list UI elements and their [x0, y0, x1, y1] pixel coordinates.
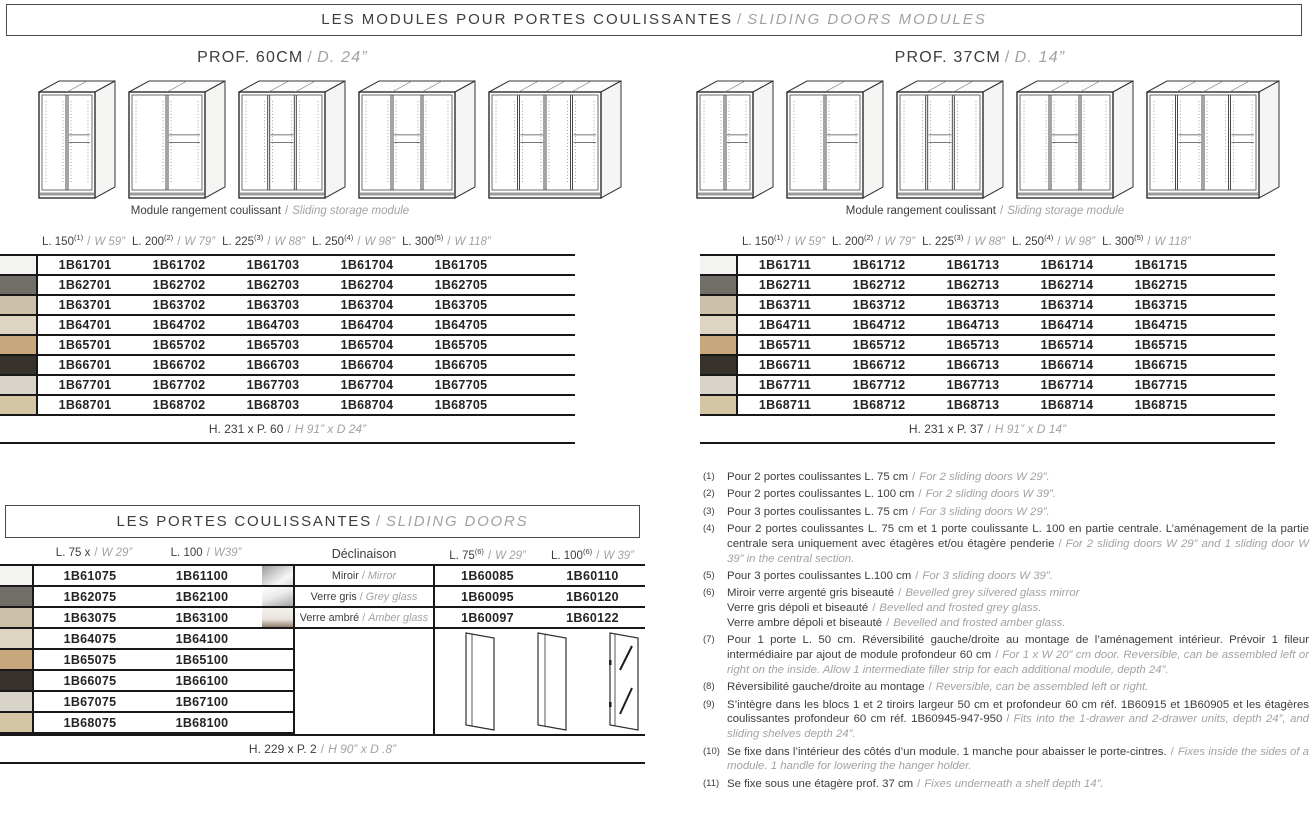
amber-glass-swatch [262, 608, 293, 629]
finish-swatch [0, 356, 38, 374]
ref-cell: 1B68100 [175, 715, 229, 730]
prof60-table-footer: H. 231 x P. 60 / H 91” x D 24” [0, 416, 575, 444]
ref-cell: 1B61711 [758, 258, 812, 272]
ref-cell: 1B67701 [58, 378, 112, 392]
empty-swatch-cell [262, 713, 293, 734]
caption-separator: / [1000, 205, 1004, 217]
ref-cell: 1B65100 [175, 652, 229, 667]
footnote: (10) Se fixe dans l’intérieur des côtés d’un module. 1 manche pour abaisser le porte-cintres. / Fixes inside the sides of a module. 1 handle for lowering the hanger holder. [703, 745, 1309, 773]
doors-section-title-bar [5, 505, 640, 538]
finish-swatch [0, 608, 34, 627]
footnote-line: Verre ambre dépoli et biseauté / Bevelled and frosted amber glass. [727, 616, 1066, 629]
ref-cell: 1B62712 [852, 278, 906, 292]
table-row [0, 296, 575, 316]
ref-cell: 1B62100 [175, 589, 229, 604]
finish-swatch [0, 629, 34, 648]
finish-swatch [700, 356, 738, 374]
prof37-caption-en: Sliding storage module [1007, 205, 1125, 217]
empty-swatch-cell [262, 650, 293, 671]
prof60-ref-table [0, 254, 575, 416]
grey-glass-swatch [262, 587, 293, 608]
table-row [0, 256, 575, 276]
ref-cell: 1B68704 [340, 398, 394, 412]
table-row [700, 316, 1275, 336]
ref-cell: 1B65714 [1040, 338, 1094, 352]
declinaison-label-column [295, 566, 435, 734]
column-header: L. 100 / W39” [170, 547, 242, 559]
column-header: L. 150$^{(1)}$ / W 59” [42, 233, 126, 248]
finish-swatch [0, 566, 34, 585]
table-row [0, 671, 262, 692]
ref-cell: 1B63714 [1040, 298, 1094, 312]
finish-swatch [700, 376, 738, 394]
empty-swatch-cell [262, 629, 293, 650]
ref-cell: 1B68711 [758, 398, 812, 412]
ref-cell: 1B61715 [1134, 258, 1188, 272]
ref-cell: 1B65703 [246, 338, 300, 352]
table-row [700, 276, 1275, 296]
doors-title-separator: / [375, 513, 382, 530]
door-illustrations [452, 630, 652, 734]
section-title-prof60 [0, 49, 565, 67]
ref-cell: 1B62711 [758, 278, 812, 292]
ref-cell: 1B67703 [246, 378, 300, 392]
prof37-ref-table [700, 254, 1275, 416]
page-title-bar [6, 4, 1302, 36]
ref-cell: 1B67100 [175, 694, 229, 709]
doors-title-fr: LES PORTES COULISSANTES [116, 513, 372, 530]
table-row [700, 356, 1275, 376]
ref-cell: 1B63702 [152, 298, 206, 312]
table-row [435, 608, 645, 629]
section-title-prof37-en: D. 14” [1014, 49, 1066, 66]
footnotes [703, 470, 1309, 794]
table-row [0, 629, 262, 650]
ref-cell: 1B63715 [1134, 298, 1188, 312]
table-row [0, 356, 575, 376]
ref-cell: 1B64701 [58, 318, 112, 332]
ref-cell: 1B64702 [152, 318, 206, 332]
finish-swatch [0, 692, 34, 711]
ref-cell: 1B67702 [152, 378, 206, 392]
ref-cell: 1B66714 [1040, 358, 1094, 372]
ref-cell: 1B62705 [434, 278, 488, 292]
ref-cell: 1B64715 [1134, 318, 1188, 332]
finish-swatch [0, 650, 34, 669]
ref-cell: 1B61703 [246, 258, 300, 272]
ref-cell: 1B63075 [63, 610, 117, 625]
finish-swatch [0, 396, 38, 414]
finish-swatch [0, 587, 34, 606]
ref-cell: 1B67714 [1040, 378, 1094, 392]
ref-cell: 1B67713 [946, 378, 1000, 392]
wardrobe-illustration [1016, 80, 1134, 204]
prof60-column-headers [0, 233, 575, 248]
page-title-fr: LES MODULES POUR PORTES COULISSANTES [321, 11, 734, 28]
mirror-swatch [262, 566, 293, 587]
ref-cell: 1B65712 [852, 338, 906, 352]
finish-swatch [0, 316, 38, 334]
table-row [0, 336, 575, 356]
ref-cell: 1B65702 [152, 338, 206, 352]
footnote: (11) Se fixe sous une étagère prof. 37 cm / Fixes underneath a shelf depth 14”. [703, 777, 1104, 790]
ref-cell: 1B66702 [152, 358, 206, 372]
prof60-caption [0, 205, 540, 217]
ref-cell: 1B65701 [58, 338, 112, 352]
title-separator: / [737, 11, 744, 28]
finish-swatch [0, 256, 38, 274]
table-row [700, 396, 1275, 416]
table-row [0, 396, 575, 416]
prof37-illustrations [700, 66, 1275, 204]
ref-cell: 1B67705 [434, 378, 488, 392]
wardrobe-illustration [358, 80, 476, 204]
table-row [0, 376, 575, 396]
ref-cell: 1B67711 [758, 378, 812, 392]
section-title-prof37-fr: PROF. 37CM [894, 49, 1001, 66]
ref-cell: 1B68715 [1134, 398, 1188, 412]
footnote: (3) Pour 3 portes coulissantes L. 75 cm / For 3 sliding doors W 29”. [703, 505, 1050, 518]
ref-cell: 1B60110 [566, 568, 619, 583]
door-size-column-headers [0, 547, 262, 559]
footnote: (1) Pour 2 portes coulissantes L. 75 cm / For 2 sliding doors W 29”. [703, 471, 1050, 483]
prof37-table-footer: H. 231 x P. 37 / H 91” x D 14” [700, 416, 1275, 444]
ref-cell: 1B63704 [340, 298, 394, 312]
wardrobe-illustration [896, 80, 1004, 204]
ref-cell: 1B68703 [246, 398, 300, 412]
ref-cell: 1B64711 [758, 318, 812, 332]
ref-cell: 1B68713 [946, 398, 1000, 412]
finish-swatch [0, 713, 34, 732]
doors-table-footer: H. 229 x P. 2 / H 90” x D .8” [0, 736, 645, 764]
column-header: L. 250$^{(4)}$ / W 98” [312, 233, 396, 248]
ref-cell: 1B67075 [63, 694, 117, 709]
table-row [0, 316, 575, 336]
finish-swatch [0, 296, 38, 314]
ref-cell: 1B63711 [758, 298, 812, 312]
ref-cell: 1B65075 [63, 652, 117, 667]
finish-swatch [0, 376, 38, 394]
wardrobe-illustration [1146, 80, 1280, 204]
table-row [0, 713, 262, 734]
section-title-separator: / [307, 49, 314, 66]
ref-cell: 1B63713 [946, 298, 1000, 312]
ref-cell: 1B68702 [152, 398, 206, 412]
footnote-line: Miroir verre argenté gris biseauté / Bevelled grey silvered glass mirror [727, 587, 1080, 600]
ref-cell: 1B66712 [852, 358, 906, 372]
finish-swatch [700, 276, 738, 294]
ref-cell: 1B65704 [340, 338, 394, 352]
ref-cell: 1B67704 [340, 378, 394, 392]
wardrobe-illustration [38, 80, 116, 204]
prof60-caption-fr: Module rangement coulissant [130, 205, 282, 217]
table-row [0, 692, 262, 713]
column-header: L. 75$^{(6)}$ / W 29” [449, 547, 526, 562]
column-header: L. 250$^{(4)}$ / W 98” [1012, 233, 1096, 248]
footnote-line: Verre gris dépoli et biseauté / Bevelled and frosted grey glass. [727, 602, 1042, 615]
column-header: L. 300$^{(5)}$ / W 118” [402, 233, 491, 248]
page-title-en: SLIDING DOORS MODULES [747, 11, 987, 28]
column-header: L. 75 x / W 29” [55, 547, 133, 559]
ref-cell: 1B61100 [175, 568, 229, 583]
ref-cell: 1B60122 [566, 610, 619, 625]
finish-swatch [0, 336, 38, 354]
column-header: L. 225$^{(3)}$ / W 88” [922, 233, 1006, 248]
section-title-separator: / [1004, 49, 1011, 66]
ref-cell: 1B64714 [1040, 318, 1094, 332]
column-header: L. 200$^{(2)}$ / W 79” [832, 233, 916, 248]
ref-cell: 1B62702 [152, 278, 206, 292]
door-size-table [0, 566, 262, 734]
table-row [0, 608, 262, 629]
table-row [700, 376, 1275, 396]
column-header: L. 225$^{(3)}$ / W 88” [222, 233, 306, 248]
ref-cell: 1B65713 [946, 338, 1000, 352]
ref-cell: 1B67715 [1134, 378, 1188, 392]
ref-cell: 1B62701 [58, 278, 112, 292]
table-row [0, 566, 262, 587]
ref-cell: 1B61075 [63, 568, 117, 583]
ref-cell: 1B61705 [434, 258, 488, 272]
declinaison-column-headers [435, 547, 645, 562]
ref-cell: 1B62713 [946, 278, 1000, 292]
prof37-column-headers [700, 233, 1275, 248]
ref-cell: 1B60120 [566, 589, 619, 604]
ref-cell: 1B66703 [246, 358, 300, 372]
ref-cell: 1B62703 [246, 278, 300, 292]
finish-swatch [700, 256, 738, 274]
ref-cell: 1B62714 [1040, 278, 1094, 292]
ref-cell: 1B62075 [63, 589, 117, 604]
prof37-caption-fr: Module rangement coulissant [845, 205, 997, 217]
finish-swatch [700, 396, 738, 414]
ref-cell: 1B65711 [758, 338, 812, 352]
ref-cell: 1B60085 [461, 568, 514, 583]
ref-cell: 1B63712 [852, 298, 906, 312]
ref-cell: 1B68705 [434, 398, 488, 412]
table-row [0, 276, 575, 296]
footnote: (2) Pour 2 portes coulissantes L. 100 cm / For 2 sliding doors W 39”. [703, 488, 1057, 501]
ref-cell: 1B66705 [434, 358, 488, 372]
wardrobe-illustration [696, 80, 774, 204]
ref-cell: 1B60095 [461, 589, 514, 604]
section-title-prof60-en: D. 24” [317, 49, 368, 66]
footnote: (7) Pour 1 porte L. 50 cm. Réversibilité gauche/droite au montage de l’aménagement intérieur. Prévoir 1 fileur intermédiaire par ajout de module profondeur 60 cm / For 1 x W 20” cm door. Reversible, can be assembled left or right on the inside. Allow 1 intermediate filler strip for each additional module, depth 24”. [703, 634, 1310, 676]
ref-cell: 1B66704 [340, 358, 394, 372]
finish-swatch [700, 336, 738, 354]
ref-cell: 1B66701 [58, 358, 112, 372]
footnote: (6) Miroir verre argenté gris biseauté / Bevelled grey silvered glass mirror Verre gris dépoli et biseauté / Bevelled and frosted grey glass. Verre ambre dépoli et biseauté / Bevelled and frosted amber glass. [703, 586, 1309, 630]
ref-cell: 1B64712 [852, 318, 906, 332]
ref-cell: 1B61704 [340, 258, 394, 272]
finish-swatch [0, 276, 38, 294]
finish-swatch [700, 316, 738, 334]
ref-cell: 1B61712 [852, 258, 906, 272]
finish-swatch [700, 296, 738, 314]
column-header: L. 300$^{(5)}$ / W 118” [1102, 233, 1191, 248]
wardrobe-illustration [488, 80, 622, 204]
ref-cell: 1B63705 [434, 298, 488, 312]
ref-cell: 1B67712 [852, 378, 906, 392]
declinaison-swatch-column [262, 566, 295, 734]
ref-cell: 1B64100 [175, 631, 229, 646]
ref-cell: 1B64705 [434, 318, 488, 332]
footnote: (8) Réversibilité gauche/droite au montage / Reversible, can be assembled left or right. [703, 681, 1149, 694]
door-panel-illustration [524, 630, 580, 734]
ref-cell: 1B66100 [175, 673, 229, 688]
column-header: L. 200$^{(2)}$ / W 79” [132, 233, 216, 248]
ref-cell: 1B63703 [246, 298, 300, 312]
table-row [435, 566, 645, 587]
ref-cell: 1B64075 [63, 631, 117, 646]
material-label: Verre gris / Grey glass [295, 587, 433, 608]
table-row [0, 650, 262, 671]
table-row [0, 587, 262, 608]
ref-cell: 1B61714 [1040, 258, 1094, 272]
wardrobe-illustration [238, 80, 346, 204]
ref-cell: 1B68701 [58, 398, 112, 412]
ref-cell: 1B66711 [758, 358, 812, 372]
table-row [700, 296, 1275, 316]
ref-cell: 1B64703 [246, 318, 300, 332]
section-title-prof60-fr: PROF. 60CM [197, 49, 304, 66]
ref-cell: 1B68075 [63, 715, 117, 730]
mirror-door-illustration [596, 630, 652, 734]
material-label: Verre ambré / Amber glass [295, 608, 433, 629]
prof60-illustrations [20, 66, 640, 204]
ref-cell: 1B64704 [340, 318, 394, 332]
wardrobe-illustration [786, 80, 884, 204]
ref-cell: 1B68714 [1040, 398, 1094, 412]
ref-cell: 1B62704 [340, 278, 394, 292]
footnote: (9) S’intègre dans les blocs 1 et 2 tiroirs largeur 50 cm et profondeur 60 cm réf. 1B60915 et 1B60905 et les étagères coulissantes profondeur 60 cm réf. 1B60945-947-950 / Fits into the 1-drawer and 2-drawer units, depth 24”, and sliding shelves depth 24”. [703, 698, 1309, 741]
column-header: L. 150$^{(1)}$ / W 59” [742, 233, 826, 248]
column-header: L. 100$^{(6)}$ / W 39” [550, 547, 635, 562]
table-row [435, 587, 645, 608]
ref-cell: 1B65715 [1134, 338, 1188, 352]
ref-cell: 1B62715 [1134, 278, 1188, 292]
door-panel-illustration [452, 630, 508, 734]
ref-cell: 1B66715 [1134, 358, 1188, 372]
ref-cell: 1B61702 [152, 258, 206, 272]
ref-cell: 1B63701 [58, 298, 112, 312]
ref-cell: 1B61713 [946, 258, 1000, 272]
prof60-caption-en: Sliding storage module [292, 205, 410, 217]
wardrobe-illustration [128, 80, 226, 204]
caption-separator: / [285, 205, 289, 217]
ref-cell: 1B61701 [58, 258, 112, 272]
empty-swatch-cell [262, 692, 293, 713]
material-label: Miroir / Mirror [295, 566, 433, 587]
table-row [700, 336, 1275, 356]
ref-cell: 1B68712 [852, 398, 906, 412]
footnote: (4) Pour 2 portes coulissantes L. 75 cm et 1 porte coulissante L. 100 en partie centrale. L’aménagement de la partie centrale sera uniquement avec étagères et/ou étagère penderie / For 2 sliding doors W 29” and 1 sliding door W 39” in the central section. [703, 522, 1309, 565]
table-row [700, 256, 1275, 276]
ref-cell: 1B66713 [946, 358, 1000, 372]
declinaison-header: Déclinaison [331, 547, 397, 561]
prof37-caption [705, 205, 1265, 217]
footnote: (5) Pour 3 portes coulissantes L.100 cm / For 3 sliding doors W 39”. [703, 569, 1053, 582]
ref-cell: 1B63100 [175, 610, 229, 625]
empty-swatch-cell [262, 671, 293, 692]
ref-cell: 1B66075 [63, 673, 117, 688]
finish-swatch [0, 671, 34, 690]
doors-title-en: SLIDING DOORS [385, 513, 529, 530]
ref-cell: 1B60097 [461, 610, 514, 625]
section-title-prof37 [700, 49, 1260, 67]
ref-cell: 1B64713 [946, 318, 1000, 332]
ref-cell: 1B65705 [434, 338, 488, 352]
